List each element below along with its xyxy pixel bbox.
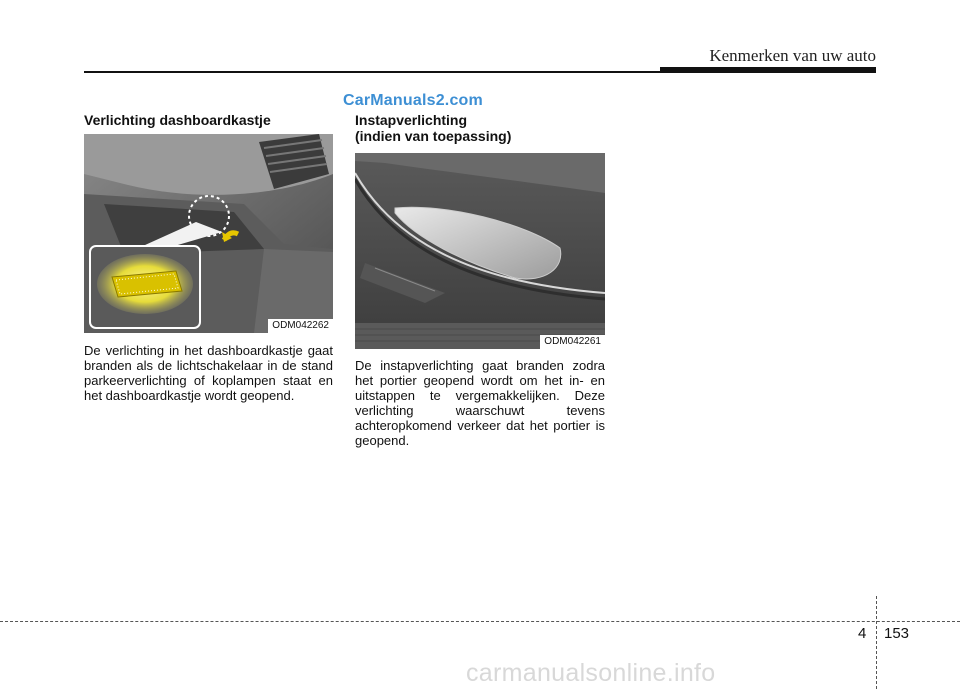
section-heading-entry-light bbox=[355, 112, 605, 144]
chapter-number: 4 bbox=[858, 625, 867, 642]
watermark-bottom: carmanualsonline.info bbox=[466, 659, 716, 687]
glovebox-illustration-graphic bbox=[84, 134, 333, 333]
body-text-glovebox: De verlichting in het dashboardkastje gaat branden als de lichtschakelaar in de stand parkeerverlichting of koplampen staat en het dashboardkastje wordt geopend. bbox=[84, 343, 333, 403]
body-text-entry-light: De instapverlichting gaat branden zodra het portier geopend wordt om het in- en uitstappen te vergemakkelijken. Deze verlichting waarschuwt tevens achteropkomend verkeer dat het portier is geopend. bbox=[355, 358, 605, 448]
page-number: 153 bbox=[884, 625, 910, 642]
running-header-title: Kenmerken van uw auto bbox=[709, 46, 876, 65]
figure-code-right: ODM042261 bbox=[540, 335, 605, 349]
header-rule-accent bbox=[660, 67, 876, 72]
entry-light-illustration bbox=[355, 153, 605, 349]
footer-rule bbox=[0, 621, 960, 622]
watermark-top: CarManuals2.com bbox=[343, 92, 483, 109]
footer-divider bbox=[876, 596, 877, 689]
figure-code-left: ODM042262 bbox=[268, 319, 333, 333]
section-heading-line2: (indien van toepassing) bbox=[355, 128, 512, 144]
section-heading-glovebox: Verlichting dashboardkastje bbox=[84, 112, 271, 128]
entry-light-illustration-graphic bbox=[355, 153, 605, 349]
glovebox-light-illustration bbox=[84, 134, 333, 333]
section-heading-line1: Instapverlichting bbox=[355, 112, 468, 128]
